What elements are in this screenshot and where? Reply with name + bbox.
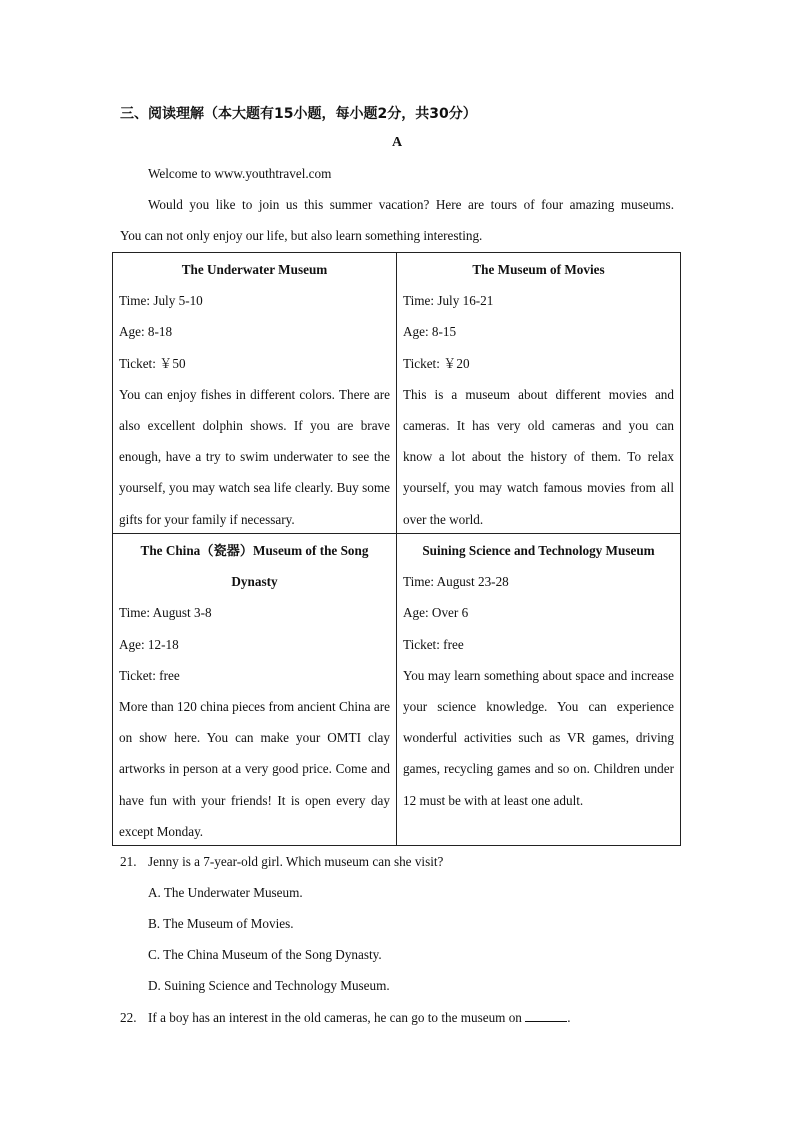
museum-ticket: Ticket: ￥20: [403, 355, 470, 371]
museum-table: [112, 252, 681, 846]
museum-age: Age: Over 6: [403, 605, 469, 621]
question-number: 21.: [120, 854, 137, 869]
museum-cell-science: [397, 534, 680, 845]
option-c: C. The China Museum of the Song Dynasty.: [148, 947, 382, 962]
museum-description: More than 120 china pieces from ancient China are on show here. You can make your OMTI clay artworks in person at a very good price. Come and have fun with your friends! It is open every day except Monday.: [119, 699, 390, 839]
museum-ticket: Ticket: free: [403, 636, 464, 652]
museum-time: Time: August 3-8: [119, 605, 212, 621]
museum-age: Age: 8-15: [403, 324, 457, 340]
intro-line-1: Would you like to join us this summer vacation? Here are tours of four amazing museums.: [148, 197, 674, 212]
question-22: [120, 1002, 680, 1033]
option-b: B. The Museum of Movies.: [148, 916, 294, 931]
museum-description: You may learn something about space and increase your science knowledge. You can experience wonderful activities such as VR games, driving games, recycling games and so on. Children under 12 must be with at least one adult.: [403, 667, 674, 808]
museum-age: Age: 12-18: [119, 636, 179, 652]
intro-welcome: Welcome to www.youthtravel.com: [148, 166, 332, 181]
question-text: Jenny is a 7-year-old girl. Which museum can she visit?: [148, 854, 444, 869]
question-21: [120, 846, 680, 877]
museum-cell-underwater: [113, 253, 397, 534]
passage-letter: A: [391, 135, 403, 150]
museum-name: The Underwater Museum: [181, 262, 328, 277]
museum-time: Time: July 5-10: [119, 293, 203, 309]
question-number: 22.: [120, 1010, 137, 1025]
question-suffix: .: [567, 1010, 571, 1025]
question-text: If a boy has an interest in the old cameras, he can go to the museum on: [148, 1010, 522, 1025]
museum-name: The China（瓷器）Museum of the Song Dynasty: [140, 543, 369, 590]
option-a: A. The Underwater Museum.: [148, 885, 303, 900]
section-title: 三、阅读理解（本大题有15小题，每小题2分，共30分）: [120, 106, 477, 122]
museum-name: Suining Science and Technology Museum: [422, 543, 655, 558]
museum-description: You can enjoy fishes in different colors. There are also excellent dolphin shows. If you are brave enough, have a try to swim underwater to see the yourself, you may watch sea life clearly. Buy some gifts for your family if necessary.: [119, 386, 390, 527]
intro-line-2: You can not only enjoy our life, but also learn something interesting.: [120, 228, 483, 243]
museum-age: Age: 8-18: [119, 324, 173, 340]
option-d: D. Suining Science and Technology Museum.: [148, 978, 390, 993]
museum-description: This is a museum about different movies and cameras. It has very old cameras and you can know a lot about the history of them. To relax yourself, you may watch famous movies from all over the world.: [403, 386, 674, 527]
museum-ticket: Ticket: free: [119, 667, 180, 683]
museum-name: The Museum of Movies: [472, 262, 605, 277]
museum-cell-china: [113, 534, 397, 845]
museum-time: Time: July 16-21: [403, 293, 494, 309]
museum-cell-movies: [397, 253, 680, 534]
answer-blank: [525, 1007, 567, 1022]
museum-ticket: Ticket: ￥50: [119, 355, 186, 371]
museum-time: Time: August 23-28: [403, 574, 509, 590]
